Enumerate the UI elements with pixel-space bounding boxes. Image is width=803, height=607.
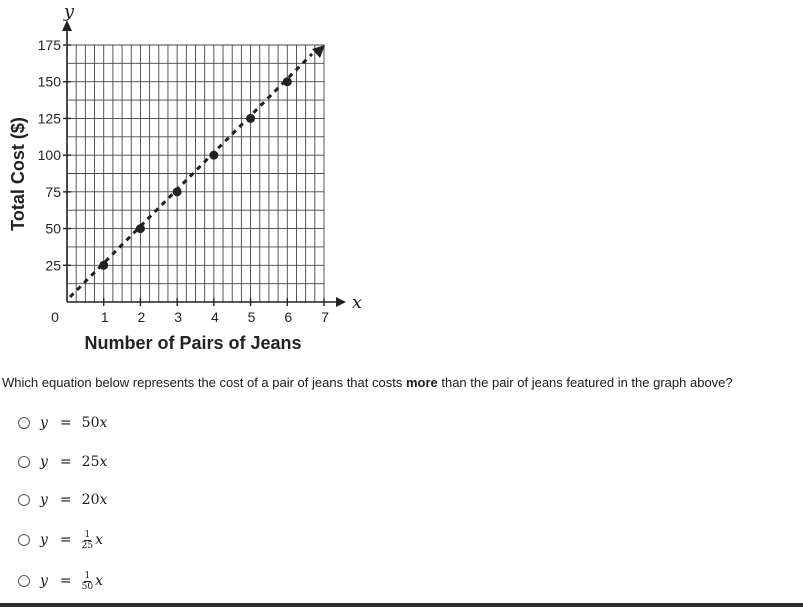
y-tick-label: 100 xyxy=(37,147,61,164)
equation-coefficient: 20 xyxy=(81,492,100,508)
data-point xyxy=(136,224,145,233)
equals-sign: = xyxy=(59,454,72,470)
equation-lhs: y xyxy=(40,573,48,589)
equation-variable: x xyxy=(95,573,104,589)
equals-sign: = xyxy=(59,492,72,508)
trend-line-arrow xyxy=(312,45,325,58)
choice-equation xyxy=(40,492,107,508)
choice-option-3[interactable] xyxy=(18,489,107,511)
equation-variable: x xyxy=(95,532,104,548)
x-tick-label: 6 xyxy=(284,309,293,325)
fraction-numerator: 1 xyxy=(84,529,91,540)
y-tick-label: 25 xyxy=(45,257,61,274)
fraction xyxy=(82,530,93,551)
equals-sign: = xyxy=(59,415,72,431)
y-axis-title: Total Cost ($) xyxy=(8,117,28,231)
x-tick-label: 1 xyxy=(100,309,109,325)
data-point xyxy=(173,187,182,196)
equation-lhs: y xyxy=(40,492,48,508)
dashed-trend-line xyxy=(70,54,312,297)
question-text-start: Which equation below represents the cost of a pair of jeans that costs xyxy=(2,375,406,390)
x-axis-variable: x xyxy=(351,292,363,313)
fraction xyxy=(82,571,93,592)
radio-button[interactable] xyxy=(18,494,30,506)
x-axis-title: Number of Pairs of Jeans xyxy=(84,333,302,353)
equation-lhs: y xyxy=(40,454,48,470)
y-axis-variable: y xyxy=(63,1,75,22)
data-point xyxy=(99,261,108,270)
y-tick-label: 150 xyxy=(37,73,61,90)
y-tick-label: 125 xyxy=(37,110,61,127)
x-tick-label: 4 xyxy=(210,309,219,325)
question-text xyxy=(2,375,803,390)
x-tick-label: 5 xyxy=(247,309,256,325)
choice-option-2[interactable] xyxy=(18,451,107,473)
fraction-denominator: 50 xyxy=(81,581,94,592)
equation-coefficient: 25 xyxy=(81,454,100,470)
equation-coefficient: 50 xyxy=(81,415,100,431)
choice-equation xyxy=(40,571,103,592)
x-tick-label: 3 xyxy=(174,309,183,325)
y-tick-label: 50 xyxy=(45,220,61,237)
equals-sign: = xyxy=(59,573,72,589)
x-tick-label: 2 xyxy=(137,309,146,325)
equation-lhs: y xyxy=(40,532,48,548)
equation-variable: x xyxy=(99,492,108,508)
graph-panel xyxy=(0,0,372,360)
equation-variable: x xyxy=(99,454,108,470)
data-point xyxy=(283,77,292,86)
equals-sign: = xyxy=(59,532,72,548)
data-point xyxy=(209,151,218,160)
data-point xyxy=(246,114,255,123)
choice-option-5[interactable] xyxy=(18,570,103,592)
x-tick-label: 7 xyxy=(321,309,329,325)
equation-lhs: y xyxy=(40,415,48,431)
question-emphasis: more xyxy=(405,375,438,390)
y-tick-label: 75 xyxy=(45,183,61,200)
fraction-numerator: 1 xyxy=(84,570,91,581)
radio-button[interactable] xyxy=(18,456,30,468)
choice-equation xyxy=(40,530,103,551)
fraction-denominator: 25 xyxy=(81,540,94,551)
equation-variable: x xyxy=(99,415,108,431)
origin-label: 0 xyxy=(51,309,59,325)
question-text-end: than the pair of jeans featured in the graph above? xyxy=(437,375,733,390)
x-axis-arrow xyxy=(336,297,346,307)
bottom-divider xyxy=(0,603,803,607)
choice-equation xyxy=(40,415,107,431)
choice-option-1[interactable] xyxy=(18,412,107,434)
choice-option-4[interactable] xyxy=(18,529,103,551)
choice-equation xyxy=(40,454,107,470)
y-tick-label: 175 xyxy=(37,37,61,53)
radio-button[interactable] xyxy=(18,417,30,429)
radio-button[interactable] xyxy=(18,575,30,587)
cost-graph xyxy=(0,0,372,360)
radio-button[interactable] xyxy=(18,534,30,546)
